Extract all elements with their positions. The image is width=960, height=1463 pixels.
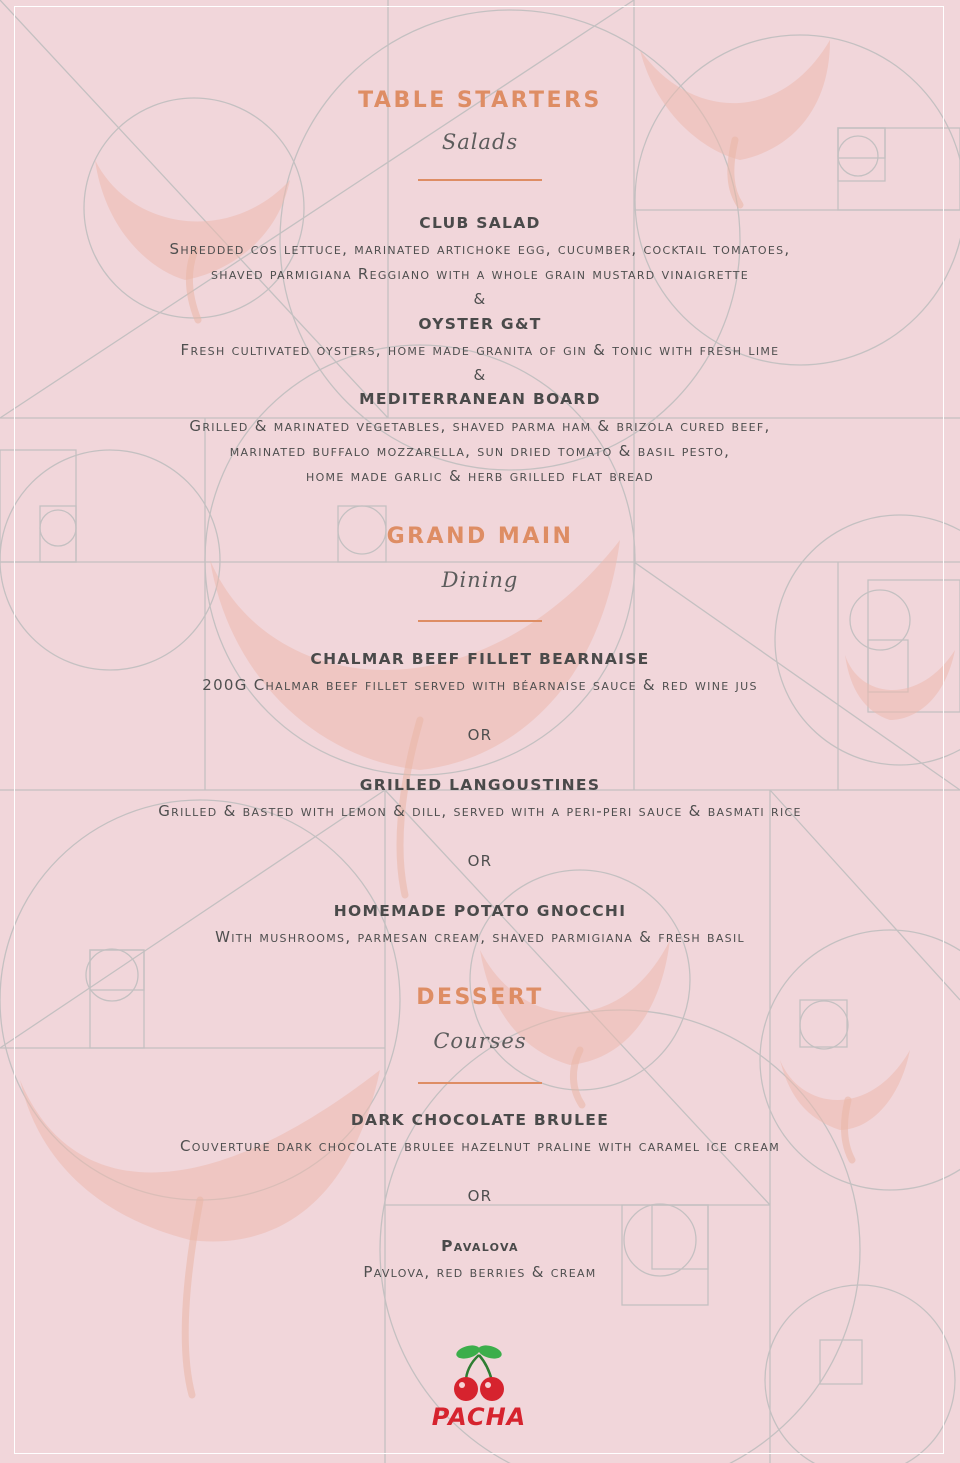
item-desc-gnocchi: With mushrooms, parmesan cream, shaved parmigiana & fresh basil [215, 928, 745, 946]
item-separator: OR [467, 726, 493, 744]
item-name-pavalova: Pavalova [441, 1237, 519, 1255]
section-subtitle-salads: Salads [441, 130, 519, 154]
item-desc-pavlova: Pavlova, red berries & cream [363, 1263, 597, 1281]
item-name-chocolate-brulee: DARK CHOCOLATE BRULEE [350, 1111, 610, 1129]
item-name-oyster: OYSTER G&T [418, 315, 542, 333]
section-title-table-starters: TABLE STARTERS [358, 88, 602, 113]
section-subtitle-courses: Courses [433, 1029, 527, 1053]
item-desc-mediterranean-line3: home made garlic & herb grilled flat bread [306, 467, 654, 485]
item-name-mediterranean-board: MEDITERRANEAN BOARD [359, 390, 601, 408]
item-desc-mediterranean-line2: marinated buffalo mozzarella, sun dried tomato & basil pesto, [229, 442, 731, 460]
item-name-beef-fillet: CHALMAR BEEF FILLET BEARNAISE [310, 650, 650, 668]
section-title-dessert: DESSERT [416, 985, 544, 1010]
item-desc-club-salad-line1: Shredded cos lettuce, marinated artichoke egg, cucumber, cocktail tomatoes, [169, 240, 791, 258]
section-divider [418, 1082, 542, 1084]
section-subtitle-dining: Dining [441, 568, 519, 592]
item-desc-chocolate-brulee: Couverture dark chocolate brulee hazelnut praline with caramel ice cream [179, 1137, 781, 1155]
item-separator: & [473, 366, 487, 384]
pacha-logo-text: PACHA [431, 1403, 527, 1431]
item-separator: OR [467, 852, 493, 870]
pacha-logo [424, 1341, 534, 1431]
section-divider [418, 179, 542, 181]
item-desc-langoustines: Grilled & basted with lemon & dill, served with a peri-peri sauce & basmati rice [158, 802, 802, 820]
item-desc-club-salad-line2: shaved parmigiana Reggiano with a whole grain mustard vinaigrette [211, 265, 749, 283]
section-title-grand-main: GRAND MAIN [386, 524, 574, 549]
item-desc-mediterranean-line1: Grilled & marinated vegetables, shaved parma ham & brizola cured beef, [189, 417, 771, 435]
item-separator: OR [467, 1187, 493, 1205]
item-desc-oyster: Fresh cultivated oysters, home made granita of gin & tonic with fresh lime [180, 341, 780, 359]
item-name-gnocchi: HOMEMADE POTATO GNOCCHI [333, 902, 627, 920]
item-separator: & [473, 290, 487, 308]
item-name-langoustines: GRILLED LANGOUSTINES [359, 776, 601, 794]
section-divider [418, 620, 542, 622]
item-name-club-salad: CLUB SALAD [419, 214, 541, 232]
item-desc-beef-fillet: 200G Chalmar beef fillet served with béarnaise sauce & red wine jus [202, 676, 758, 694]
cherries-icon [424, 1341, 534, 1403]
